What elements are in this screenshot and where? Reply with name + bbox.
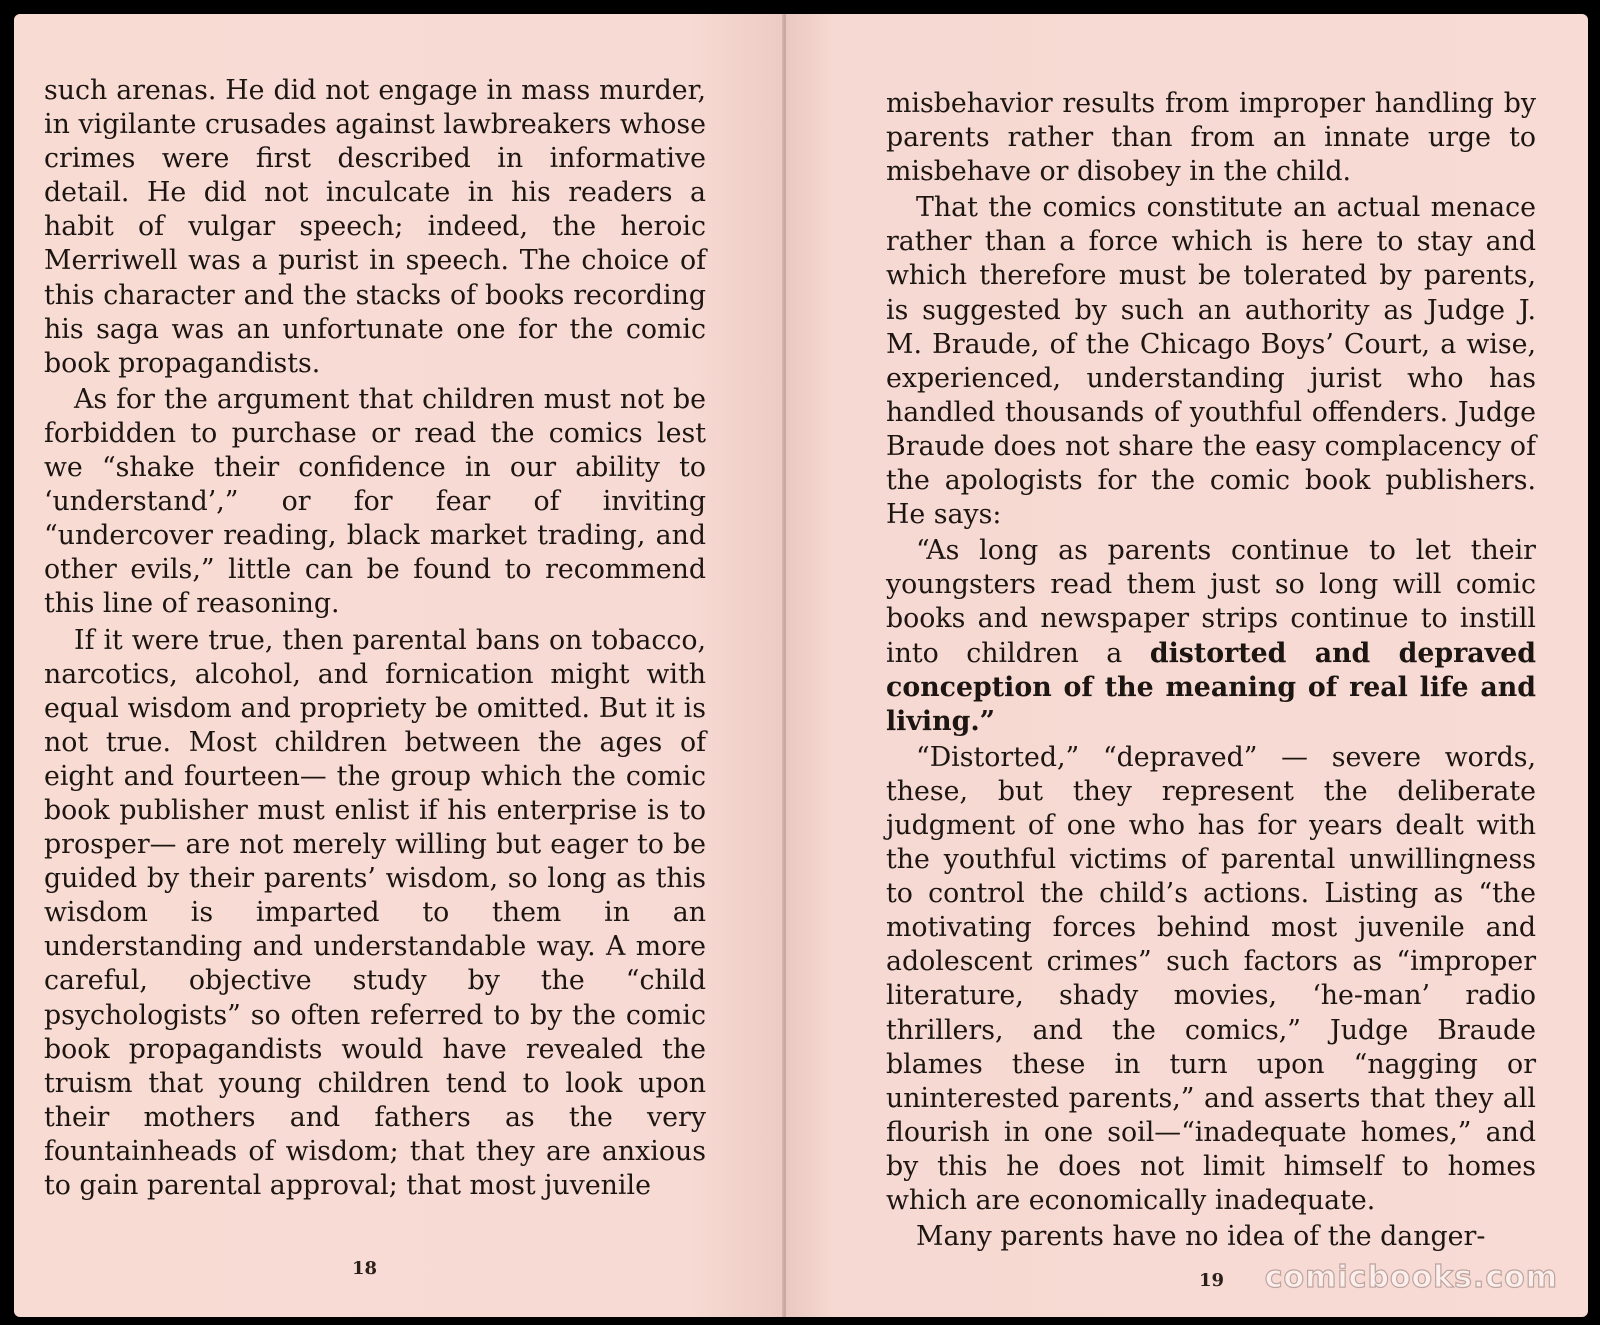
- paragraph: As for the argument that children must not be forbidden to purchase or read the comics lest we “shake their confidence in our ability to ‘understand’,” or for fear of inviting “undercover reading, black market trading, and other evils,” little can be found to recommend this line of reasoning.: [44, 383, 706, 620]
- page-number: 19: [1199, 1270, 1225, 1291]
- left-page-text: [44, 74, 706, 1203]
- right-page-text: [886, 87, 1536, 1254]
- quote-bold-text: distorted and depraved conception of the meaning of real life and living.”: [886, 637, 1537, 737]
- quote-text: “As long as parents continue to let their youngsters read them just so long will comic books and newspaper strips continue to instill into children a: [886, 535, 1536, 669]
- paragraph: “Distorted,” “depraved” — severe words, these, but they represent the deliberate judgment of one who has for years dealt with the youthful victims of parental unwillingness to control the child’s actions. Listing as “the motivating forces behind most juvenile and adolescent crimes” such factors as “improper literature, shady movies, ‘he-man’ radio thrillers, and the comics,” Judge Braude blames these in turn upon “nagging or uninterested parents,” and asserts that they all flourish in one soil—“inadequate homes,” and by this he does not limit himself to homes which are economically inadequate.: [886, 741, 1536, 1216]
- paragraph: such arenas. He did not engage in mass murder, in vigilante crusades against lawbreakers whose crimes were first described in informative detail. He did not inculcate in his readers a habit of vulgar speech; indeed, the heroic Merriwell was a purist in speech. The choice of this character and the stacks of books recording his saga was an unfortunate one for the comic book propagandists.: [44, 75, 706, 379]
- quote-paragraph: [886, 534, 1536, 739]
- paragraph: misbehavior results from improper handling by parents rather than from an innate urge to misbehave or disobey in the child.: [886, 88, 1536, 188]
- paragraph: Many parents have no idea of the danger-: [916, 1221, 1486, 1253]
- watermark: comicbooks.com: [1264, 1260, 1558, 1295]
- left-page: [14, 14, 784, 1317]
- paragraph: If it were true, then parental bans on tobacco, narcotics, alcohol, and fornication might with equal wisdom and propriety be omitted. But it is not true. Most children between the ages of eight and fourteen— the group which the comic book publisher must enlist if his enterprise is to prosper— are not merely willing but eager to be guided by their parents’ wisdom, so long as this wisdom is imparted to them in an understanding and understandable way. A more careful, objective study by the “child psychologists” so often referred to by the comic book propagandists would have revealed the truism that young children tend to look upon their mothers and fathers as the very fountainheads of wisdom; that they are anxious to gain parental approval; that most juvenile: [44, 624, 706, 1201]
- page-number: 18: [352, 1258, 378, 1279]
- paragraph: That the comics constitute an actual menace rather than a force which is here to stay and which therefore must be tolerated by parents, is suggested by such an authority as Judge J. M. Braude, of the Chicago Boys’ Court, a wise, experienced, understanding jurist who has handled thousands of youthful offenders. Judge Braude does not share the easy complacency of the apologists for the comic book publishers. He says:: [886, 192, 1536, 531]
- right-page: [786, 14, 1588, 1317]
